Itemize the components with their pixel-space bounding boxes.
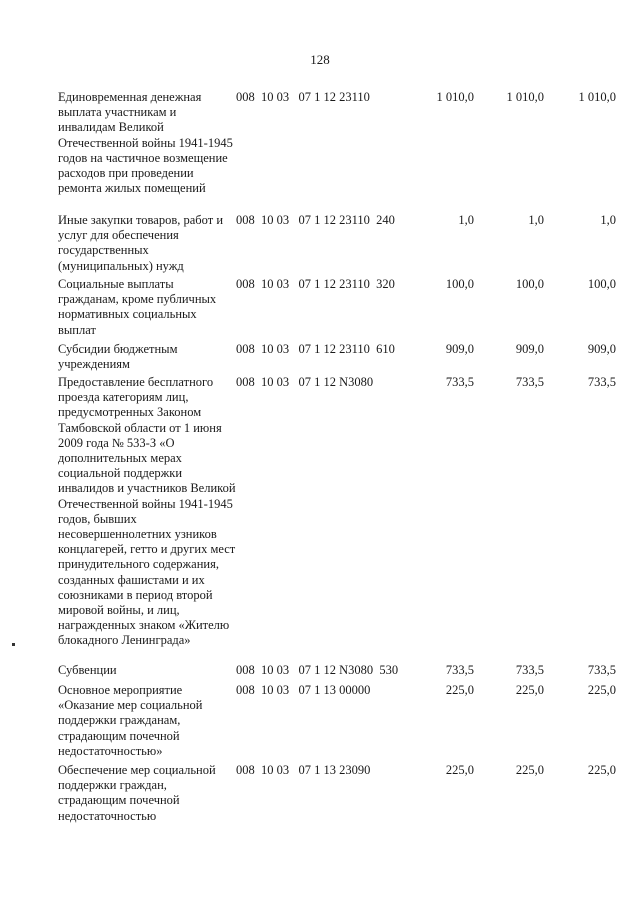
row-name: Субсидии бюджетным учреждениям <box>58 342 178 372</box>
row-value-1: 733,5 <box>445 663 474 677</box>
row-value-1: 225,0 <box>445 763 474 777</box>
row-value-1: 100,0 <box>445 277 474 291</box>
row-value-3: 1,0 <box>600 213 616 227</box>
row-name: Иные закупки товаров, работ и услуг для обеспечения государственных (муниципальных) нужд <box>58 213 224 273</box>
row-code: 008 10 03 07 1 13 23090 <box>236 763 371 777</box>
row-value-2: 225,0 <box>515 763 544 777</box>
row-name: Социальные выплаты гражданам, кроме публичных нормативных социальных выплат <box>58 277 217 337</box>
row-name: Основное мероприятие «Оказание мер социальной поддержки гражданам, страдающим почечной недостаточностью» <box>58 683 203 758</box>
row-value-2: 909,0 <box>515 342 544 356</box>
row-value-1: 1 010,0 <box>436 90 474 104</box>
row-value-3: 1 010,0 <box>578 90 616 104</box>
row-value-2: 1 010,0 <box>506 90 544 104</box>
page-number: 128 <box>310 52 330 67</box>
row-value-1: 909,0 <box>445 342 474 356</box>
row-code: 008 10 03 07 1 13 00000 <box>236 683 371 697</box>
row-value-3: 733,5 <box>587 375 616 389</box>
row-name: Предоставление бесплатного проезда категориям лиц, предусмотренных Законом Тамбовской области от 1 июня 2009 года № 533-З «О дополнительных мерах социальной поддержки инвалидов и участников Великой Отечественной войны 1941-1945 годов, бывших несовершеннолетних узников концлагерей, гетто и других мест принудительного содержания, созданных фашистами и их союзниками в период второй мировой войны, и лиц, награжденных знаком «Жителю блокадного Ленинграда» <box>58 375 236 648</box>
row-value-2: 100,0 <box>515 277 544 291</box>
row-code: 008 10 03 07 1 12 23110 320 <box>236 277 395 291</box>
row-code: 008 10 03 07 1 12 N3080 530 <box>236 663 399 677</box>
row-value-2: 225,0 <box>515 683 544 697</box>
row-value-2: 1,0 <box>528 213 544 227</box>
row-code: 008 10 03 07 1 12 23110 610 <box>236 342 395 356</box>
row-value-1: 733,5 <box>445 375 474 389</box>
row-value-3: 225,0 <box>587 763 616 777</box>
row-value-3: 909,0 <box>587 342 616 356</box>
row-value-3: 733,5 <box>587 663 616 677</box>
scan-mark <box>12 643 15 646</box>
row-value-1: 225,0 <box>445 683 474 697</box>
row-value-2: 733,5 <box>515 663 544 677</box>
row-name: Обеспечение мер социальной поддержки граждан, страдающим почечной недостаточностью <box>58 763 216 823</box>
row-code: 008 10 03 07 1 12 23110 <box>236 90 370 104</box>
row-name: Единовременная денежная выплата участникам и инвалидам Великой Отечественной войны 1941-1945 годов на частичное возмещение расходов при проведении ремонта жилых помещений <box>58 90 233 196</box>
row-name: Субвенции <box>58 663 117 677</box>
row-value-1: 1,0 <box>458 213 474 227</box>
row-value-3: 100,0 <box>587 277 616 291</box>
row-code: 008 10 03 07 1 12 23110 240 <box>236 213 395 227</box>
row-value-2: 733,5 <box>515 375 544 389</box>
row-value-3: 225,0 <box>587 683 616 697</box>
row-code: 008 10 03 07 1 12 N3080 <box>236 375 374 389</box>
